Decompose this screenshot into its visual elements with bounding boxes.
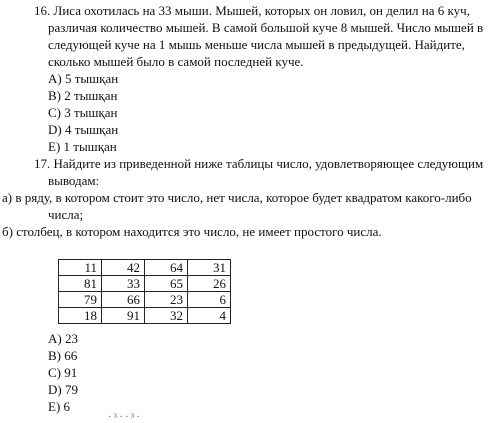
table-cell: 26 [188, 276, 231, 292]
problem-16-line-3: следующей куче на 1 мышь меньше числа мышей в предыдущей. Найдите, [48, 37, 465, 52]
problem-17-option-e: Е) 6 [48, 399, 71, 414]
table-row [59, 276, 231, 292]
table-row [59, 260, 231, 276]
table-cell: 11 [59, 260, 102, 276]
problem-17-option-b: В) 66 [48, 348, 78, 363]
table-cell: 31 [188, 260, 231, 276]
problem-17-option-c: С) 91 [48, 365, 78, 380]
table-cell: 81 [59, 276, 102, 292]
table-cell: 18 [59, 308, 102, 324]
problem-16-option-d: D) 4 тышқан [48, 122, 119, 137]
table-cell: 64 [145, 260, 188, 276]
table-cell: 91 [102, 308, 145, 324]
table-cell: 42 [102, 260, 145, 276]
table-cell: 66 [102, 292, 145, 308]
table-cell: 6 [188, 292, 231, 308]
problem-17-condition-a-cont: числа; [48, 207, 84, 222]
table-row [59, 308, 231, 324]
problem-16-option-a: А) 5 тышқан [48, 71, 119, 86]
problem-17-option-d: D) 79 [48, 382, 78, 397]
cutoff-text-fragment: · ³ · · ³ · [108, 412, 140, 423]
table-cell: 33 [102, 276, 145, 292]
table-cell: 32 [145, 308, 188, 324]
problem-16-option-b: В) 2 тышқан [48, 88, 118, 103]
problem-16-line-4: сколько мышей было в самой последней куче. [48, 54, 304, 69]
table-row [59, 292, 231, 308]
problem-17-condition-a: а) в ряду, в котором стоит это число, нет числа, которое будет квадратом какого-либо [2, 190, 472, 205]
table-cell: 79 [59, 292, 102, 308]
problem-17-condition-b: б) столбец, в котором находится это число, не имеет простого числа. [2, 224, 382, 239]
problem-17-line-1: 17. Найдите из приведенной ниже таблицы число, удовлетворяющее следующим [34, 156, 484, 171]
problem-16-line-2: различая количество мышей. В самой большой куче 8 мышей. Число мышей в [48, 20, 484, 35]
table-cell: 65 [145, 276, 188, 292]
table-cell: 23 [145, 292, 188, 308]
problem-17-line-2: выводам: [48, 173, 100, 188]
problem-16-option-c: С) 3 тышқан [48, 105, 118, 120]
problem-16-option-e: Е) 1 тышқан [48, 139, 117, 154]
problem-17-option-a: А) 23 [48, 331, 78, 346]
problem-16-line-1: 16. Лиса охотилась на 33 мыши. Мышей, которых он ловил, он делил на 6 куч, [34, 3, 470, 18]
table-cell: 4 [188, 308, 231, 324]
number-table [58, 259, 231, 324]
